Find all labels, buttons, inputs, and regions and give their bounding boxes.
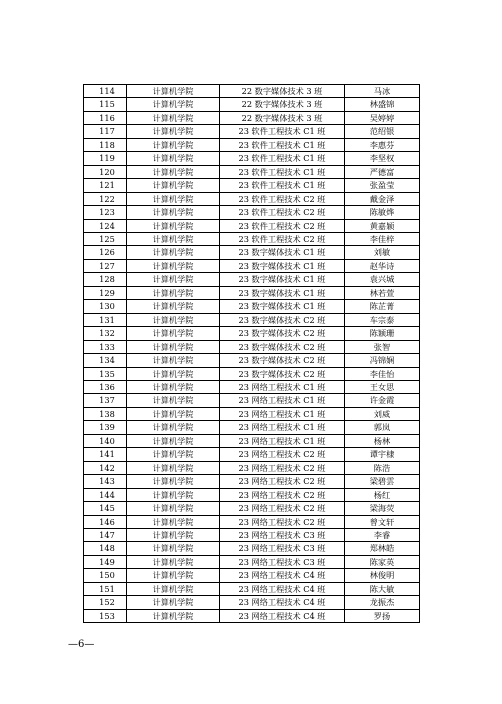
table-row	[84, 569, 420, 582]
table-row	[84, 475, 420, 488]
table-row	[84, 125, 420, 138]
class-cell: 23 软件工程技术 C1 班	[220, 138, 345, 151]
class-cell: 23 软件工程技术 C2 班	[220, 219, 345, 232]
class-cell: 23 数字媒体技术 C2 班	[220, 327, 345, 340]
student-name-cell: 许金霞	[345, 394, 420, 407]
class-cell: 23 数字媒体技术 C1 班	[220, 259, 345, 272]
student-name-cell: 张智	[345, 340, 420, 353]
row-number-cell: 116	[84, 111, 127, 124]
table-row	[84, 152, 420, 165]
student-name-cell: 李惠芬	[345, 138, 420, 151]
college-cell: 计算机学院	[127, 327, 220, 340]
table-row	[84, 354, 420, 367]
class-cell: 23 网络工程技术 C2 班	[220, 502, 345, 515]
student-name-cell: 刘威	[345, 407, 420, 420]
college-cell: 计算机学院	[127, 354, 220, 367]
college-cell: 计算机学院	[127, 609, 220, 622]
student-name-cell: 杨红	[345, 488, 420, 501]
row-number-cell: 131	[84, 313, 127, 326]
table-row	[84, 273, 420, 286]
class-cell: 23 数字媒体技术 C1 班	[220, 246, 345, 259]
class-cell: 23 网络工程技术 C1 班	[220, 407, 345, 420]
class-cell: 23 软件工程技术 C1 班	[220, 179, 345, 192]
student-name-cell: 范绍银	[345, 125, 420, 138]
table-row	[84, 327, 420, 340]
college-cell: 计算机学院	[127, 515, 220, 528]
row-number-cell: 142	[84, 461, 127, 474]
table-row	[84, 515, 420, 528]
college-cell: 计算机学院	[127, 98, 220, 111]
college-cell: 计算机学院	[127, 582, 220, 595]
class-cell: 23 数字媒体技术 C2 班	[220, 354, 345, 367]
college-cell: 计算机学院	[127, 259, 220, 272]
student-name-cell: 林若萱	[345, 286, 420, 299]
student-name-cell: 冯锦娴	[345, 354, 420, 367]
row-number-cell: 125	[84, 232, 127, 245]
college-cell: 计算机学院	[127, 273, 220, 286]
class-cell: 23 网络工程技术 C1 班	[220, 380, 345, 393]
college-cell: 计算机学院	[127, 448, 220, 461]
row-number-cell: 126	[84, 246, 127, 259]
class-cell: 22 数字媒体技术 3 班	[220, 85, 345, 98]
student-name-cell: 曾文轩	[345, 515, 420, 528]
table-row	[84, 232, 420, 245]
student-name-cell: 李睿	[345, 528, 420, 541]
table-row	[84, 582, 420, 595]
row-number-cell: 127	[84, 259, 127, 272]
class-cell: 23 数字媒体技术 C1 班	[220, 273, 345, 286]
class-cell: 23 软件工程技术 C1 班	[220, 125, 345, 138]
college-cell: 计算机学院	[127, 246, 220, 259]
student-name-cell: 黄嘉颖	[345, 219, 420, 232]
college-cell: 计算机学院	[127, 542, 220, 555]
row-number-cell: 118	[84, 138, 127, 151]
table-row	[84, 542, 420, 555]
table-row	[84, 555, 420, 568]
student-name-cell: 吴婷婷	[345, 111, 420, 124]
class-cell: 23 网络工程技术 C3 班	[220, 542, 345, 555]
student-name-cell: 戴金泽	[345, 192, 420, 205]
college-cell: 计算机学院	[127, 111, 220, 124]
table-row	[84, 206, 420, 219]
row-number-cell: 143	[84, 475, 127, 488]
college-cell: 计算机学院	[127, 488, 220, 501]
row-number-cell: 141	[84, 448, 127, 461]
table-row	[84, 394, 420, 407]
student-name-cell: 梁海荧	[345, 502, 420, 515]
row-number-cell: 150	[84, 569, 127, 582]
table-row	[84, 192, 420, 205]
student-name-cell: 车宗泰	[345, 313, 420, 326]
row-number-cell: 135	[84, 367, 127, 380]
college-cell: 计算机学院	[127, 475, 220, 488]
row-number-cell: 115	[84, 98, 127, 111]
class-cell: 23 软件工程技术 C2 班	[220, 192, 345, 205]
college-cell: 计算机学院	[127, 421, 220, 434]
row-number-cell: 120	[84, 165, 127, 178]
college-cell: 计算机学院	[127, 340, 220, 353]
table-row	[84, 98, 420, 111]
college-cell: 计算机学院	[127, 313, 220, 326]
table-row	[84, 609, 420, 622]
table-row	[84, 179, 420, 192]
class-cell: 23 网络工程技术 C4 班	[220, 569, 345, 582]
college-cell: 计算机学院	[127, 219, 220, 232]
class-cell: 23 网络工程技术 C4 班	[220, 582, 345, 595]
table-row	[84, 340, 420, 353]
college-cell: 计算机学院	[127, 380, 220, 393]
table-row	[84, 259, 420, 272]
student-name-cell: 赵华诗	[345, 259, 420, 272]
class-cell: 23 网络工程技术 C1 班	[220, 434, 345, 447]
class-cell: 23 网络工程技术 C2 班	[220, 515, 345, 528]
student-name-cell: 陈浩	[345, 461, 420, 474]
student-name-cell: 杨林	[345, 434, 420, 447]
row-number-cell: 130	[84, 300, 127, 313]
student-name-cell: 林盛锦	[345, 98, 420, 111]
class-cell: 23 网络工程技术 C4 班	[220, 609, 345, 622]
class-cell: 23 网络工程技术 C2 班	[220, 488, 345, 501]
class-cell: 23 网络工程技术 C2 班	[220, 475, 345, 488]
row-number-cell: 139	[84, 421, 127, 434]
class-cell: 23 网络工程技术 C1 班	[220, 421, 345, 434]
row-number-cell: 132	[84, 327, 127, 340]
college-cell: 计算机学院	[127, 555, 220, 568]
table-row	[84, 502, 420, 515]
row-number-cell: 153	[84, 609, 127, 622]
student-name-cell: 郭岚	[345, 421, 420, 434]
college-cell: 计算机学院	[127, 367, 220, 380]
row-number-cell: 136	[84, 380, 127, 393]
row-number-cell: 147	[84, 528, 127, 541]
table-row	[84, 380, 420, 393]
row-number-cell: 148	[84, 542, 127, 555]
college-cell: 计算机学院	[127, 407, 220, 420]
table-row	[84, 434, 420, 447]
row-number-cell: 121	[84, 179, 127, 192]
class-cell: 23 软件工程技术 C2 班	[220, 232, 345, 245]
class-cell: 23 数字媒体技术 C1 班	[220, 286, 345, 299]
row-number-cell: 133	[84, 340, 127, 353]
row-number-cell: 128	[84, 273, 127, 286]
student-name-cell: 李坚权	[345, 152, 420, 165]
college-cell: 计算机学院	[127, 232, 220, 245]
student-name-cell: 王女思	[345, 380, 420, 393]
college-cell: 计算机学院	[127, 596, 220, 609]
student-name-cell: 梁碧雲	[345, 475, 420, 488]
college-cell: 计算机学院	[127, 528, 220, 541]
class-cell: 23 软件工程技术 C1 班	[220, 152, 345, 165]
table-row	[84, 313, 420, 326]
college-cell: 计算机学院	[127, 179, 220, 192]
class-cell: 23 数字媒体技术 C2 班	[220, 367, 345, 380]
table-row	[84, 367, 420, 380]
student-name-cell: 严德富	[345, 165, 420, 178]
student-name-cell: 马冰	[345, 85, 420, 98]
row-number-cell: 129	[84, 286, 127, 299]
table-row	[84, 246, 420, 259]
table-row	[84, 85, 420, 98]
college-cell: 计算机学院	[127, 165, 220, 178]
row-number-cell: 122	[84, 192, 127, 205]
row-number-cell: 151	[84, 582, 127, 595]
student-name-cell: 郑林皓	[345, 542, 420, 555]
college-cell: 计算机学院	[127, 394, 220, 407]
student-name-cell: 陈芷菁	[345, 300, 420, 313]
college-cell: 计算机学院	[127, 138, 220, 151]
row-number-cell: 117	[84, 125, 127, 138]
row-number-cell: 146	[84, 515, 127, 528]
page-number: —6—	[68, 639, 95, 650]
student-name-cell: 陈敏烨	[345, 206, 420, 219]
table-row	[84, 421, 420, 434]
row-number-cell: 114	[84, 85, 127, 98]
student-name-cell: 张盈莹	[345, 179, 420, 192]
college-cell: 计算机学院	[127, 502, 220, 515]
table-row	[84, 461, 420, 474]
row-number-cell: 123	[84, 206, 127, 219]
class-cell: 22 数字媒体技术 3 班	[220, 111, 345, 124]
college-cell: 计算机学院	[127, 125, 220, 138]
table-row	[84, 165, 420, 178]
table-row	[84, 448, 420, 461]
student-name-cell: 谭宇棣	[345, 448, 420, 461]
row-number-cell: 119	[84, 152, 127, 165]
class-cell: 23 网络工程技术 C2 班	[220, 461, 345, 474]
student-name-cell: 陈大敏	[345, 582, 420, 595]
row-number-cell: 145	[84, 502, 127, 515]
student-name-cell: 陈家英	[345, 555, 420, 568]
table-row	[84, 219, 420, 232]
class-cell: 23 软件工程技术 C1 班	[220, 165, 345, 178]
row-number-cell: 124	[84, 219, 127, 232]
table-row	[84, 300, 420, 313]
class-cell: 22 数字媒体技术 3 班	[220, 98, 345, 111]
roster-body	[84, 85, 420, 623]
student-name-cell: 林俊明	[345, 569, 420, 582]
class-cell: 23 网络工程技术 C3 班	[220, 555, 345, 568]
class-cell: 23 数字媒体技术 C2 班	[220, 340, 345, 353]
student-name-cell: 陈颖珊	[345, 327, 420, 340]
student-name-cell: 刘敏	[345, 246, 420, 259]
table-row	[84, 138, 420, 151]
table-row	[84, 596, 420, 609]
row-number-cell: 140	[84, 434, 127, 447]
college-cell: 计算机学院	[127, 192, 220, 205]
row-number-cell: 144	[84, 488, 127, 501]
college-cell: 计算机学院	[127, 85, 220, 98]
class-cell: 23 网络工程技术 C1 班	[220, 394, 345, 407]
row-number-cell: 138	[84, 407, 127, 420]
class-cell: 23 数字媒体技术 C1 班	[220, 300, 345, 313]
row-number-cell: 134	[84, 354, 127, 367]
student-roster-table	[83, 84, 420, 623]
row-number-cell: 137	[84, 394, 127, 407]
row-number-cell: 152	[84, 596, 127, 609]
college-cell: 计算机学院	[127, 152, 220, 165]
student-name-cell: 龙振杰	[345, 596, 420, 609]
student-name-cell: 罗扬	[345, 609, 420, 622]
college-cell: 计算机学院	[127, 569, 220, 582]
table-row	[84, 111, 420, 124]
college-cell: 计算机学院	[127, 300, 220, 313]
college-cell: 计算机学院	[127, 286, 220, 299]
row-number-cell: 149	[84, 555, 127, 568]
student-name-cell: 袁兴城	[345, 273, 420, 286]
student-name-cell: 李佳怡	[345, 367, 420, 380]
table-row	[84, 528, 420, 541]
class-cell: 23 网络工程技术 C2 班	[220, 448, 345, 461]
college-cell: 计算机学院	[127, 434, 220, 447]
table-row	[84, 286, 420, 299]
college-cell: 计算机学院	[127, 206, 220, 219]
table-row	[84, 488, 420, 501]
class-cell: 23 数字媒体技术 C2 班	[220, 313, 345, 326]
class-cell: 23 网络工程技术 C4 班	[220, 596, 345, 609]
student-name-cell: 李佳梓	[345, 232, 420, 245]
table-row	[84, 407, 420, 420]
college-cell: 计算机学院	[127, 461, 220, 474]
class-cell: 23 软件工程技术 C2 班	[220, 206, 345, 219]
class-cell: 23 网络工程技术 C3 班	[220, 528, 345, 541]
